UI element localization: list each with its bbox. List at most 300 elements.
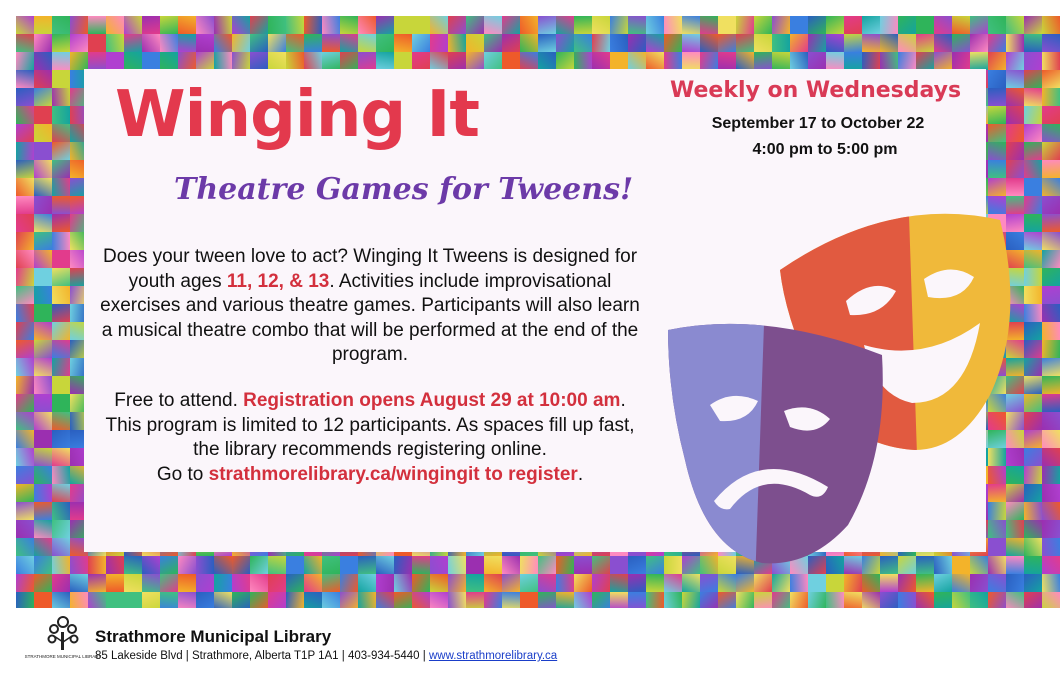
mosaic-tile <box>592 574 610 592</box>
mosaic-tile <box>520 52 538 70</box>
mosaic-tile <box>610 34 628 52</box>
mosaic-tile <box>340 574 358 592</box>
mosaic-tile <box>1006 52 1024 70</box>
mosaic-tile <box>34 412 52 430</box>
mosaic-tile <box>16 430 34 448</box>
mosaic-tile <box>34 394 52 412</box>
mosaic-tile <box>628 34 646 52</box>
mosaic-tile <box>34 178 52 196</box>
mosaic-tile <box>718 574 736 592</box>
mosaic-tile <box>16 448 34 466</box>
mosaic-tile <box>52 232 70 250</box>
mosaic-tile <box>1024 466 1042 484</box>
mosaic-tile <box>52 142 70 160</box>
mosaic-tile <box>106 34 124 52</box>
mosaic-tile <box>412 52 430 70</box>
library-name: Strathmore Municipal Library <box>95 627 332 646</box>
footer <box>0 608 1060 686</box>
mosaic-tile <box>1024 52 1042 70</box>
mosaic-tile <box>1042 520 1060 538</box>
mosaic-tile <box>520 34 538 52</box>
mosaic-tile <box>214 574 232 592</box>
mosaic-tile <box>52 52 70 70</box>
mosaic-tile <box>1006 124 1024 142</box>
mosaic-tile <box>1024 304 1042 322</box>
mosaic-tile <box>988 574 1006 592</box>
mosaic-tile <box>1024 448 1042 466</box>
mosaic-tile <box>1024 124 1042 142</box>
mosaic-tile <box>16 574 34 592</box>
mosaic-tile <box>898 34 916 52</box>
mosaic-tile <box>808 16 826 34</box>
mosaic-tile <box>1042 574 1060 592</box>
schedule-dates: September 17 to October 22 <box>711 115 925 132</box>
mosaic-tile <box>214 52 232 70</box>
mosaic-tile <box>196 16 214 34</box>
mosaic-tile <box>250 556 268 574</box>
mosaic-tile <box>88 16 106 34</box>
mosaic-tile <box>952 574 970 592</box>
mosaic-tile <box>970 52 988 70</box>
mosaic-tile <box>574 52 592 70</box>
mosaic-tile <box>934 52 952 70</box>
mosaic-tile <box>304 52 322 70</box>
mosaic-tile <box>628 16 646 34</box>
mosaic-tile <box>16 232 34 250</box>
mosaic-tile <box>988 88 1006 106</box>
mosaic-tile <box>16 322 34 340</box>
mosaic-tile <box>790 34 808 52</box>
mosaic-tile <box>1042 106 1060 124</box>
mosaic-tile <box>16 196 34 214</box>
mosaic-tile <box>232 574 250 592</box>
mosaic-tile <box>160 574 178 592</box>
mosaic-tile <box>1042 34 1060 52</box>
mosaic-tile <box>898 16 916 34</box>
mosaic-tile <box>34 448 52 466</box>
mosaic-tile <box>844 16 862 34</box>
mosaic-tile <box>322 16 340 34</box>
mosaic-tile <box>448 34 466 52</box>
mosaic-tile <box>286 34 304 52</box>
mosaic-tile <box>52 322 70 340</box>
mosaic-tile <box>16 520 34 538</box>
mosaic-tile <box>1024 556 1042 574</box>
mosaic-tile <box>628 574 646 592</box>
mosaic-tile <box>808 34 826 52</box>
mosaic-tile <box>358 556 376 574</box>
mosaic-tile <box>664 574 682 592</box>
mosaic-tile <box>1024 538 1042 556</box>
mosaic-tile <box>1024 394 1042 412</box>
mosaic-tile <box>1024 358 1042 376</box>
mosaic-tile <box>16 268 34 286</box>
mosaic-tile <box>772 34 790 52</box>
mosaic-tile <box>16 484 34 502</box>
mosaic-tile <box>232 16 250 34</box>
mosaic-tile <box>664 52 682 70</box>
mosaic-tile <box>34 196 52 214</box>
mosaic-tile <box>1042 214 1060 232</box>
mosaic-tile <box>1024 376 1042 394</box>
mosaic-tile <box>502 34 520 52</box>
mosaic-tile <box>466 16 484 34</box>
mosaic-tile <box>52 268 70 286</box>
mosaic-tile <box>52 466 70 484</box>
mosaic-tile <box>358 574 376 592</box>
mosaic-tile <box>196 556 214 574</box>
mosaic-tile <box>1042 412 1060 430</box>
mosaic-tile <box>1024 412 1042 430</box>
mosaic-tile <box>34 70 52 88</box>
mosaic-tile <box>214 34 232 52</box>
mosaic-tile <box>376 16 394 34</box>
mosaic-tile <box>178 34 196 52</box>
mosaic-tile <box>52 106 70 124</box>
mosaic-tile <box>52 214 70 232</box>
mosaic-tile <box>1024 88 1042 106</box>
mosaic-tile <box>70 16 88 34</box>
mosaic-tile <box>736 574 754 592</box>
mosaic-tile <box>448 52 466 70</box>
mosaic-tile <box>124 34 142 52</box>
mosaic-tile <box>826 52 844 70</box>
mosaic-tile <box>160 16 178 34</box>
mosaic-tile <box>34 484 52 502</box>
mosaic-tile <box>358 16 376 34</box>
mosaic-tile <box>430 34 448 52</box>
mosaic-tile <box>34 340 52 358</box>
mosaic-tile <box>52 340 70 358</box>
mosaic-tile <box>1024 520 1042 538</box>
mosaic-tile <box>1042 466 1060 484</box>
mosaic-tile <box>178 16 196 34</box>
mosaic-tile <box>1024 70 1042 88</box>
mosaic-tile <box>1042 376 1060 394</box>
mosaic-tile <box>250 52 268 70</box>
mosaic-tile <box>862 52 880 70</box>
mosaic-tile <box>1042 268 1060 286</box>
mosaic-tile <box>430 16 448 34</box>
mosaic-tile <box>1024 286 1042 304</box>
mosaic-tile <box>34 124 52 142</box>
mosaic-tile <box>556 16 574 34</box>
mosaic-tile <box>322 574 340 592</box>
mosaic-tile <box>1006 34 1024 52</box>
mosaic-tile <box>16 34 34 52</box>
mosaic-tile <box>646 52 664 70</box>
mosaic-tile <box>286 574 304 592</box>
mosaic-tile <box>88 556 106 574</box>
mosaic-tile <box>916 34 934 52</box>
mosaic-tile <box>52 304 70 322</box>
mosaic-tile <box>1042 430 1060 448</box>
mosaic-tile <box>1006 106 1024 124</box>
mosaic-tile <box>34 250 52 268</box>
mosaic-tile <box>718 34 736 52</box>
mosaic-tile <box>430 574 448 592</box>
mosaic-tile <box>754 16 772 34</box>
description-paragraph <box>100 245 640 368</box>
mosaic-tile <box>808 574 826 592</box>
mosaic-tile <box>556 556 574 574</box>
mosaic-tile <box>196 34 214 52</box>
mosaic-tile <box>106 16 124 34</box>
registration-paragraph <box>100 389 640 487</box>
mosaic-tile <box>808 52 826 70</box>
mosaic-tile <box>628 52 646 70</box>
mosaic-tile <box>682 16 700 34</box>
mosaic-tile <box>124 16 142 34</box>
mosaic-tile <box>898 52 916 70</box>
mosaic-tile <box>538 556 556 574</box>
mosaic-tile <box>1024 484 1042 502</box>
mosaic-tile <box>34 466 52 484</box>
mosaic-tile <box>556 52 574 70</box>
mosaic-tile <box>592 34 610 52</box>
mosaic-tile <box>52 124 70 142</box>
mosaic-tile <box>502 574 520 592</box>
mosaic-tile <box>700 52 718 70</box>
mosaic-tile <box>538 52 556 70</box>
mosaic-tile <box>1006 160 1024 178</box>
mosaic-tile <box>952 16 970 34</box>
mosaic-tile <box>934 34 952 52</box>
tree-logo-icon <box>24 612 102 674</box>
mosaic-tile <box>988 16 1006 34</box>
mosaic-tile <box>592 16 610 34</box>
mosaic-tile <box>520 556 538 574</box>
free-text: Free to attend. <box>114 390 244 411</box>
mosaic-tile <box>16 124 34 142</box>
mosaic-tile <box>394 556 412 574</box>
mosaic-tile <box>70 34 88 52</box>
mosaic-tile <box>880 574 898 592</box>
tragedy-mask-left-half <box>650 295 765 585</box>
mosaic-tile <box>16 250 34 268</box>
mosaic-tile <box>610 52 628 70</box>
poster-title: Winging It <box>115 78 479 152</box>
mosaic-tile <box>178 52 196 70</box>
mosaic-tile <box>106 556 124 574</box>
mosaic-tile <box>880 16 898 34</box>
poster-subtitle: Theatre Games for Tweens! <box>174 172 634 207</box>
mosaic-tile <box>142 16 160 34</box>
mosaic-tile <box>1042 502 1060 520</box>
mosaic-tile <box>484 16 502 34</box>
mosaic-tile <box>466 34 484 52</box>
mosaic-tile <box>1024 268 1042 286</box>
library-address <box>95 650 557 662</box>
mosaic-tile <box>1042 196 1060 214</box>
mosaic-tile <box>52 412 70 430</box>
description-intro: Does your tween love to act? Winging It Tweens is designed for youth ages <box>102 246 638 292</box>
mosaic-tile <box>34 502 52 520</box>
mosaic-tile <box>178 574 196 592</box>
mosaic-tile <box>16 466 34 484</box>
mosaic-tile <box>898 574 916 592</box>
registration-link[interactable]: strathmorelibrary.ca/wingingit to register <box>208 463 578 485</box>
mosaic-tile <box>34 142 52 160</box>
mosaic-tile <box>52 88 70 106</box>
mosaic-tile <box>448 574 466 592</box>
mosaic-tile <box>268 574 286 592</box>
mosaic-tile <box>916 16 934 34</box>
mosaic-tile <box>124 574 142 592</box>
mosaic-tile <box>16 160 34 178</box>
mosaic-tile <box>736 52 754 70</box>
mosaic-tile <box>790 16 808 34</box>
mosaic-tile <box>106 574 124 592</box>
mosaic-tile <box>700 16 718 34</box>
mosaic-tile <box>142 574 160 592</box>
mosaic-tile <box>124 556 142 574</box>
mosaic-tile <box>466 556 484 574</box>
mosaic-tile <box>916 52 934 70</box>
mosaic-tile <box>988 142 1006 160</box>
mosaic-tile <box>430 556 448 574</box>
mosaic-tile <box>844 574 862 592</box>
mosaic-tile <box>16 286 34 304</box>
period-text: . <box>577 463 584 485</box>
mosaic-tile <box>538 16 556 34</box>
mosaic-tile <box>934 574 952 592</box>
mosaic-tile <box>16 502 34 520</box>
mosaic-tile <box>970 574 988 592</box>
mosaic-tile <box>574 34 592 52</box>
mosaic-tile <box>34 430 52 448</box>
mosaic-tile <box>988 52 1006 70</box>
mosaic-tile <box>826 34 844 52</box>
mosaic-tile <box>160 52 178 70</box>
mosaic-tile <box>502 52 520 70</box>
age-range-highlight: 11, 12, & 13 <box>226 270 330 292</box>
mosaic-tile <box>178 556 196 574</box>
mosaic-tile <box>592 52 610 70</box>
mosaic-tile <box>268 52 286 70</box>
mosaic-tile <box>844 52 862 70</box>
mosaic-tile <box>88 34 106 52</box>
mosaic-tile <box>772 52 790 70</box>
mosaic-tile <box>52 502 70 520</box>
mosaic-tile <box>34 322 52 340</box>
mosaic-tile <box>304 34 322 52</box>
mosaic-tile <box>214 16 232 34</box>
mosaic-tile <box>862 16 880 34</box>
go-to-text: Go to <box>156 463 209 485</box>
mosaic-tile <box>1042 88 1060 106</box>
mosaic-tile <box>1042 304 1060 322</box>
mosaic-tile <box>1042 394 1060 412</box>
mosaic-tile <box>52 574 70 592</box>
mosaic-tile <box>394 16 412 34</box>
mosaic-tile <box>448 556 466 574</box>
mosaic-tile <box>322 52 340 70</box>
mosaic-tile <box>34 106 52 124</box>
mosaic-tile <box>340 34 358 52</box>
mosaic-tile <box>1042 340 1060 358</box>
mosaic-tile <box>88 574 106 592</box>
mosaic-tile <box>1024 16 1042 34</box>
mosaic-tile <box>412 16 430 34</box>
mosaic-tile <box>556 574 574 592</box>
mosaic-tile <box>772 574 790 592</box>
mosaic-tile <box>1042 250 1060 268</box>
mosaic-tile <box>376 52 394 70</box>
mosaic-tile <box>358 52 376 70</box>
mosaic-tile <box>610 556 628 574</box>
mosaic-tile <box>412 574 430 592</box>
mosaic-tile <box>160 556 178 574</box>
mosaic-tile <box>70 52 88 70</box>
mosaic-tile <box>106 52 124 70</box>
mosaic-tile <box>682 34 700 52</box>
mosaic-tile <box>52 196 70 214</box>
mosaic-tile <box>34 52 52 70</box>
mosaic-tile <box>1024 142 1042 160</box>
mosaic-tile <box>1024 106 1042 124</box>
mosaic-tile <box>448 16 466 34</box>
mosaic-tile <box>394 574 412 592</box>
mosaic-tile <box>520 16 538 34</box>
website-link[interactable]: www.strathmorelibrary.ca <box>428 650 558 662</box>
mosaic-tile <box>34 16 52 34</box>
mosaic-tile <box>1024 430 1042 448</box>
mosaic-tile <box>1042 322 1060 340</box>
mosaic-tile <box>16 178 34 196</box>
mosaic-tile <box>232 556 250 574</box>
mosaic-tile <box>394 52 412 70</box>
mosaic-tile <box>142 556 160 574</box>
mosaic-tile <box>142 34 160 52</box>
mosaic-tile <box>754 574 772 592</box>
mosaic-tile <box>16 340 34 358</box>
mosaic-tile <box>304 574 322 592</box>
mosaic-tile <box>934 16 952 34</box>
mosaic-tile <box>556 34 574 52</box>
mosaic-tile <box>1024 340 1042 358</box>
mosaic-tile <box>574 556 592 574</box>
mosaic-tile <box>16 556 34 574</box>
mosaic-tile <box>34 538 52 556</box>
mosaic-tile <box>1024 196 1042 214</box>
mosaic-tile <box>988 106 1006 124</box>
mosaic-tile <box>250 16 268 34</box>
mosaic-tile <box>34 376 52 394</box>
mosaic-tile <box>52 34 70 52</box>
mosaic-tile <box>628 556 646 574</box>
mosaic-tile <box>646 574 664 592</box>
mosaic-tile <box>1024 574 1042 592</box>
mosaic-tile <box>682 574 700 592</box>
mosaic-tile <box>466 574 484 592</box>
mosaic-tile <box>286 52 304 70</box>
mosaic-tile <box>394 34 412 52</box>
mosaic-tile <box>988 160 1006 178</box>
mosaic-tile <box>1042 286 1060 304</box>
mosaic-tile <box>1024 322 1042 340</box>
mosaic-tile <box>1042 484 1060 502</box>
mosaic-tile <box>52 286 70 304</box>
mosaic-tile <box>16 412 34 430</box>
mosaic-tile <box>412 34 430 52</box>
mosaic-tile <box>466 52 484 70</box>
mosaic-tile <box>34 304 52 322</box>
mosaic-tile <box>1042 160 1060 178</box>
mosaic-tile <box>1024 214 1042 232</box>
mosaic-tile <box>16 394 34 412</box>
schedule-heading: Weekly on Wednesdays <box>670 78 962 103</box>
